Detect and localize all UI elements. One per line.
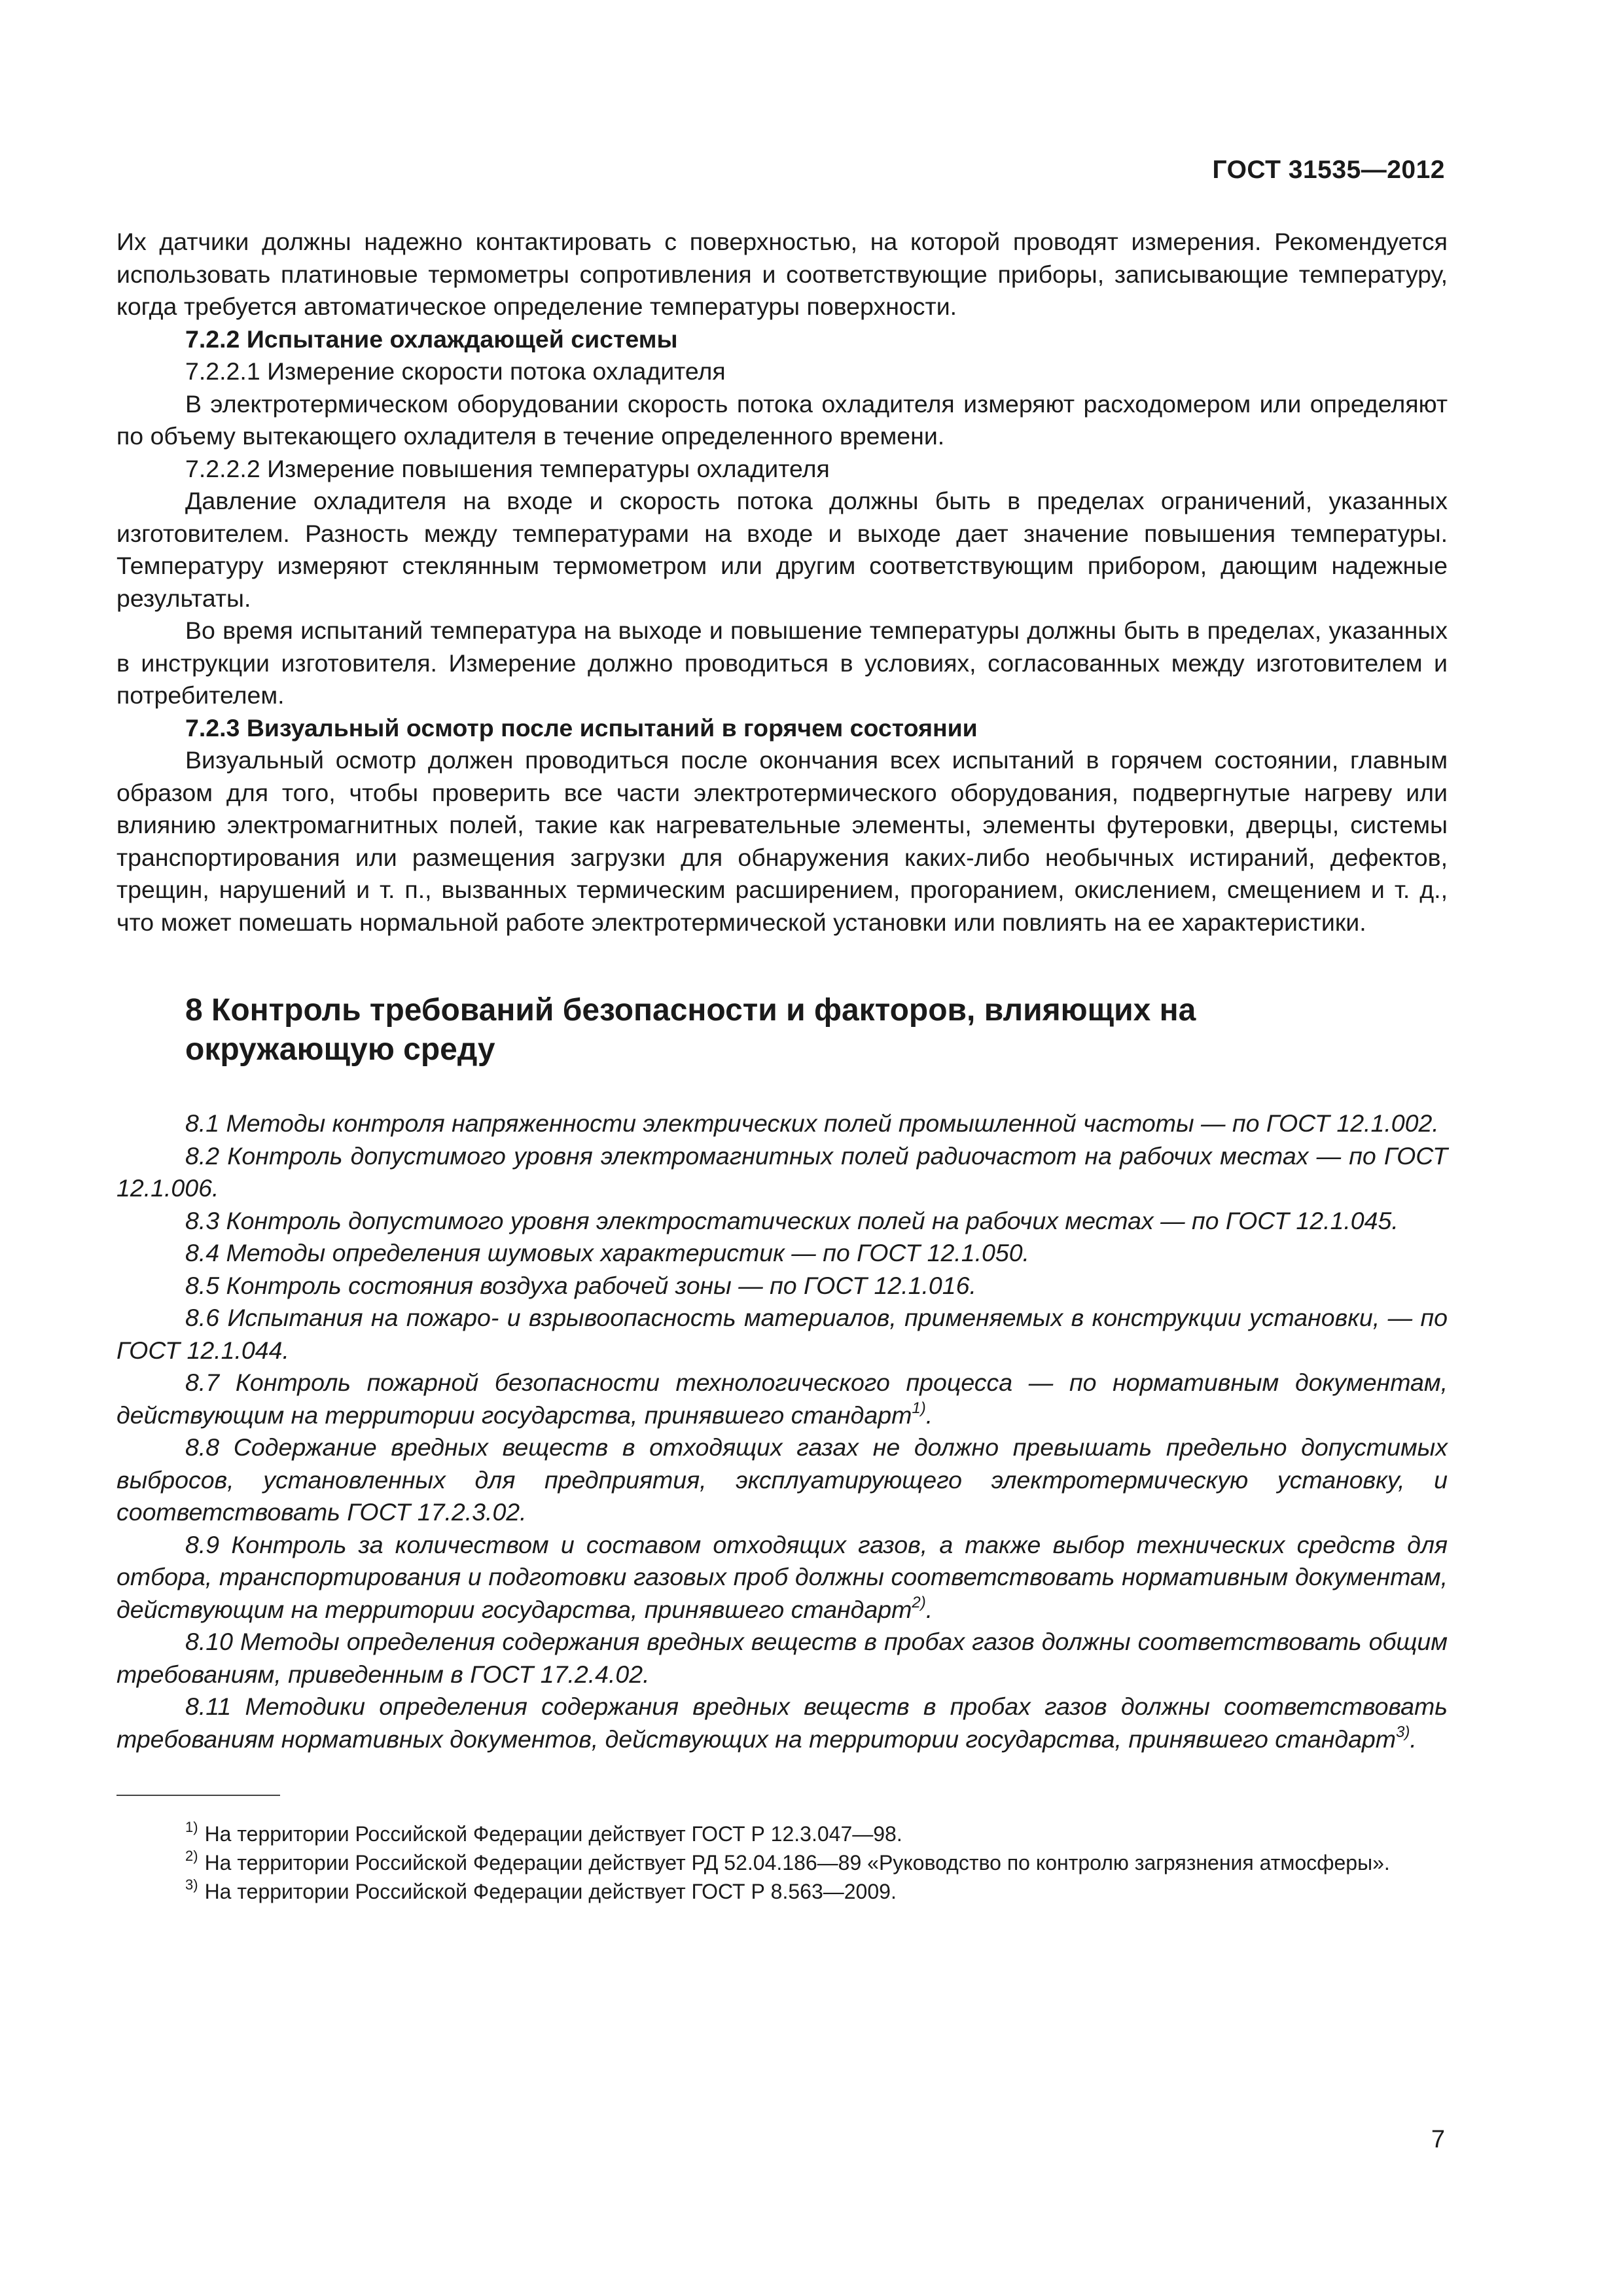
footnote-ref: 2) — [912, 1593, 926, 1611]
clause-8-8: 8.8 Содержание вредных веществ в отходящих газах не должно превышать предельно допустимых выбросов, установленных для предприятия, эксплуатирующего электротермическую установку, и соответствовать ГОСТ 17.2.3.02. — [116, 1433, 1448, 1526]
section-title: 8 Контроль требований безопасности и факторов, влияющих на окружающую среду — [185, 993, 1196, 1067]
footnote-text: На территории Российской Федерации действует ГОСТ Р 12.3.047—98. — [204, 1822, 902, 1846]
paragraph: Визуальный осмотр должен проводиться после окончания всех испытаний в горячем состоянии, главным образом для того, чтобы проверить все части электротермического оборудования, подвергнутые нагреву или влиянию электромагнитных полей, такие как нагревательные элементы, элементы футеровки, дверцы, системы транспортирования или размещения загрузки для обнаружения каких-либо необычных истираний, дефектов, трещин, нарушений и т. п., вызванных термическим расширением, прогоранием, окислением, смещением и т. д., что может помешать нормальной работе электротермической установки или повлиять на ее характеристики. — [116, 746, 1448, 936]
clause-text: 8.11 Методики определения содержания вредных веществ в пробах газов должны соответствовать требованиям нормативных документов, действующих на территории государства, принявшего стандарт — [116, 1693, 1448, 1753]
footnote-mark: 1) — [185, 1819, 198, 1835]
page-content — [116, 226, 1448, 1906]
footnotes — [116, 1820, 1448, 1906]
footnote-ref: 1) — [912, 1399, 926, 1417]
paragraph: Во время испытаний температура на выходе и повышение температуры должны быть в пределах, указанных в инструкции изготовителя. Измерение должно проводиться в условиях, согласованных между изготовителем и потребителем. — [116, 617, 1448, 709]
footnote-mark: 3) — [185, 1876, 198, 1893]
clause-8-3: 8.3 Контроль допустимого уровня электростатических полей на рабочих местах — по ГОСТ 12.1.045. — [185, 1206, 1399, 1234]
footnote-divider — [116, 1795, 280, 1796]
clause-8-2: 8.2 Контроль допустимого уровня электромагнитных полей радиочастот на рабочих местах — по ГОСТ 12.1.006. — [116, 1141, 1448, 1202]
subsection-heading: 7.2.3 Визуальный осмотр после испытаний в горячем состоянии — [185, 713, 978, 742]
footnote — [116, 1848, 1448, 1877]
clause-8-10: 8.10 Методы определения содержания вредных веществ в пробах газов должны соответствовать общим требованиям, приведенным в ГОСТ 17.2.4.02. — [116, 1628, 1448, 1688]
footnote — [116, 1820, 1448, 1848]
paragraph: В электротермическом оборудовании скорость потока охладителя измеряют расходомером или определяют по объему вытекающего охладителя в течение определенного времени. — [116, 389, 1448, 450]
clause-end: . — [925, 1401, 933, 1429]
subsection-heading: 7.2.2 Испытание охлаждающей системы — [185, 325, 678, 353]
clause-8-9 — [116, 1529, 1448, 1626]
footnote-text: На территории Российской Федерации действует ГОСТ Р 8.563—2009. — [204, 1880, 897, 1903]
clause-8-1: 8.1 Методы контроля напряженности электрических полей промышленной частоты — по ГОСТ 12.1.002. — [185, 1109, 1439, 1137]
clause-text: 8.9 Контроль за количеством и составом отходящих газов, а также выбор технических средств для отбора, транспортирования и подготовки газовых проб должны соответствовать нормативным документам, действующим на территории государства, принявшего стандарт — [116, 1530, 1448, 1623]
document-header-code: ГОСТ 31535—2012 — [1212, 156, 1445, 184]
footnote-mark: 2) — [185, 1848, 198, 1864]
footnote-text: На территории Российской Федерации действует РД 52.04.186—89 «Руководство по контролю загрязнения атмосферы». — [204, 1851, 1390, 1874]
paragraph: Их датчики должны надежно контактировать с поверхностью, на которой проводят измерения. Рекомендуется использовать платиновые термометры сопротивления и соответствующие приборы, записывающие температуру, когда требуется автоматическое определение температуры поверхности. — [116, 228, 1448, 320]
clause-8-6: 8.6 Испытания на пожаро- и взрывоопасность материалов, применяемых в конструкции установки, — по ГОСТ 12.1.044. — [116, 1304, 1448, 1364]
clause-text: 8.7 Контроль пожарной безопасности технологического процесса — по нормативным документам, действующим на территории государства, принявшего стандарт — [116, 1369, 1448, 1429]
paragraph: Давление охладителя на входе и скорость потока должны быть в пределах ограничений, указанных изготовителем. Разность между температурами на входе и выходе дает значение повышения температуры. Температуру измеряют стеклянным термометром или другим соответствующим прибором, дающим надежные результаты. — [116, 487, 1448, 612]
page-number: 7 — [1431, 2126, 1445, 2153]
footnote-ref: 3) — [1396, 1723, 1410, 1741]
subsection-heading: 7.2.2.2 Измерение повышения температуры охладителя — [185, 454, 830, 482]
clause-8-4: 8.4 Методы определения шумовых характеристик — по ГОСТ 12.1.050. — [185, 1239, 1029, 1266]
clause-8-5: 8.5 Контроль состояния воздуха рабочей зоны — по ГОСТ 12.1.016. — [185, 1271, 976, 1299]
clause-end: . — [1410, 1725, 1417, 1753]
clause-8-7 — [116, 1367, 1448, 1431]
footnote — [116, 1877, 1448, 1906]
clause-end: . — [925, 1595, 933, 1623]
clause-8-11 — [116, 1691, 1448, 1755]
subsection-heading: 7.2.2.1 Измерение скорости потока охладителя — [185, 357, 726, 385]
